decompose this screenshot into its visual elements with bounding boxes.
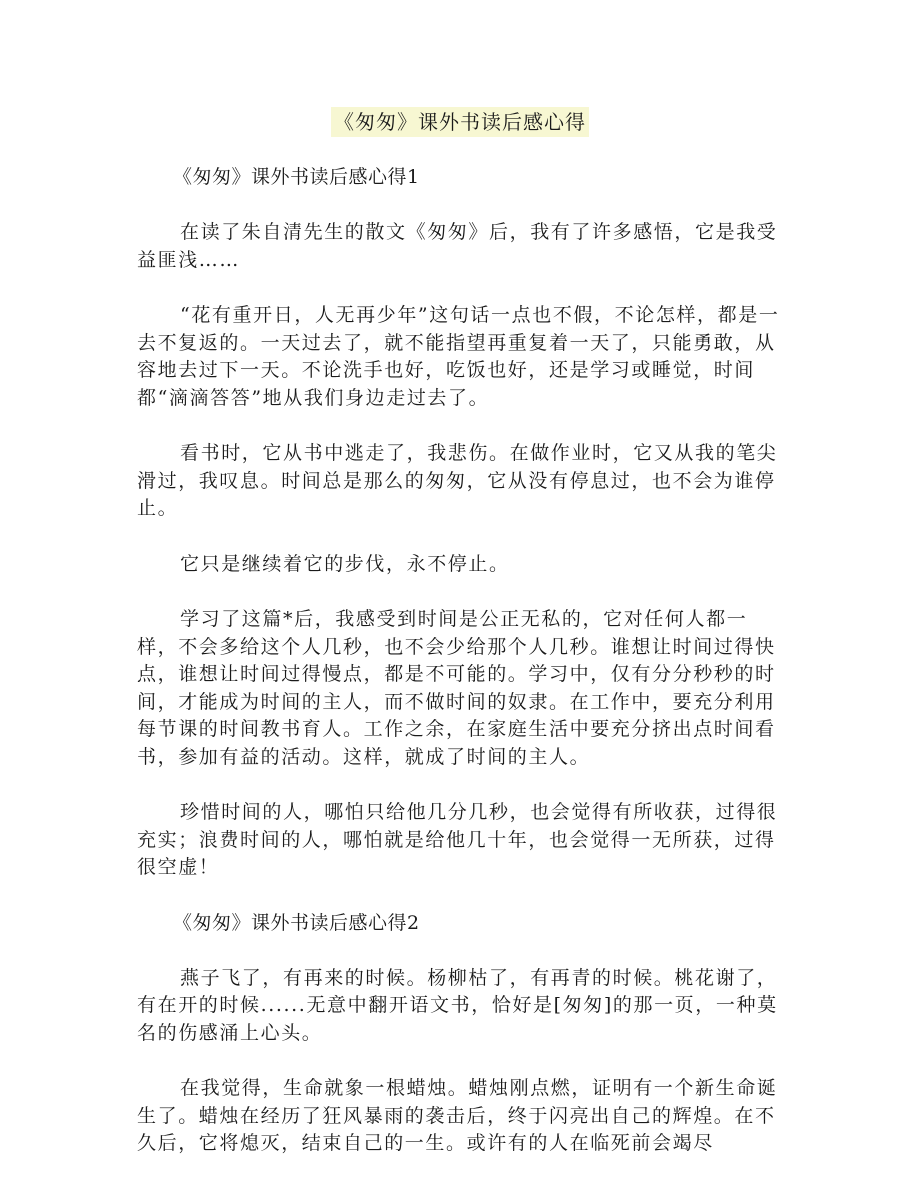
- paragraph: 它只是继续着它的步伐，永不停止。: [180, 552, 510, 575]
- section-heading-1: 《匆匆》课外书读后感心得1: [173, 166, 420, 188]
- document-body: [137, 128, 783, 1158]
- paragraph: 在读了朱自清先生的散文《匆匆》后，我有了许多感悟，它是我受益匪浅……: [137, 221, 778, 271]
- paragraph: 珍惜时间的人，哪怕只给他几分几秒，也会觉得有所收获，过得很充实；浪费时间的人，哪怕就是给他几十年，也会觉得一无所获，过得很空虚！: [137, 801, 778, 878]
- section-heading-2: 《匆匆》课外书读后感心得2: [173, 911, 420, 934]
- paragraph: 学习了这篇*后，我感受到时间是公正无私的，它对任何人都一样，不会多给这个人几秒，也不会少给那个人几秒。谁想让时间过得快点，谁想让时间过得慢点，都是不可能的。学习中，仅有分分秒秒的时间，才能成为时间的主人，而不做时间的奴隶。在工作中，要充分利用每节课的时间教书育人。工作之余，在家庭生活中要充分挤出点时间看书，参加有益的活动。这样，就成了时间的主人。: [137, 608, 776, 768]
- paragraph: “花有重开日，人无再少年”这句话一点也不假，不论怎样，都是一去不复返的。一天过去了，就不能指望再重复着一天了，只能勇敢，从容地去过下一天。不论洗手也好，吃饭也好，还是学习或睡觉，时间都“滴滴答答”地从我们身边走过去了。: [137, 304, 780, 409]
- paragraph: 燕子飞了，有再来的时候。杨柳枯了，有再青的时候。桃花谢了，有在开的时候......无意中翻开语文书，恰好是[匆匆]的那一页，一种莫名的伤感涌上心头。: [137, 966, 778, 1044]
- document-title: 《匆匆》课外书读后感心得: [331, 107, 589, 137]
- paragraph: 看书时，它从书中逃走了，我悲伤。在做作业时，它又从我的笔尖滑过，我叹息。时间总是那么的匆匆，它从没有停息过，也不会为谁停止。: [137, 442, 778, 519]
- paragraph: 在我觉得，生命就象一根蜡烛。蜡烛刚点燃，证明有一个新生命诞生了。蜡烛在经历了狂风暴雨的袭击后，终于闪亮出自己的辉煌。在不久后，它将熄灭，结束自己的一生。或许有的人在临死前会竭尽: [137, 1077, 778, 1154]
